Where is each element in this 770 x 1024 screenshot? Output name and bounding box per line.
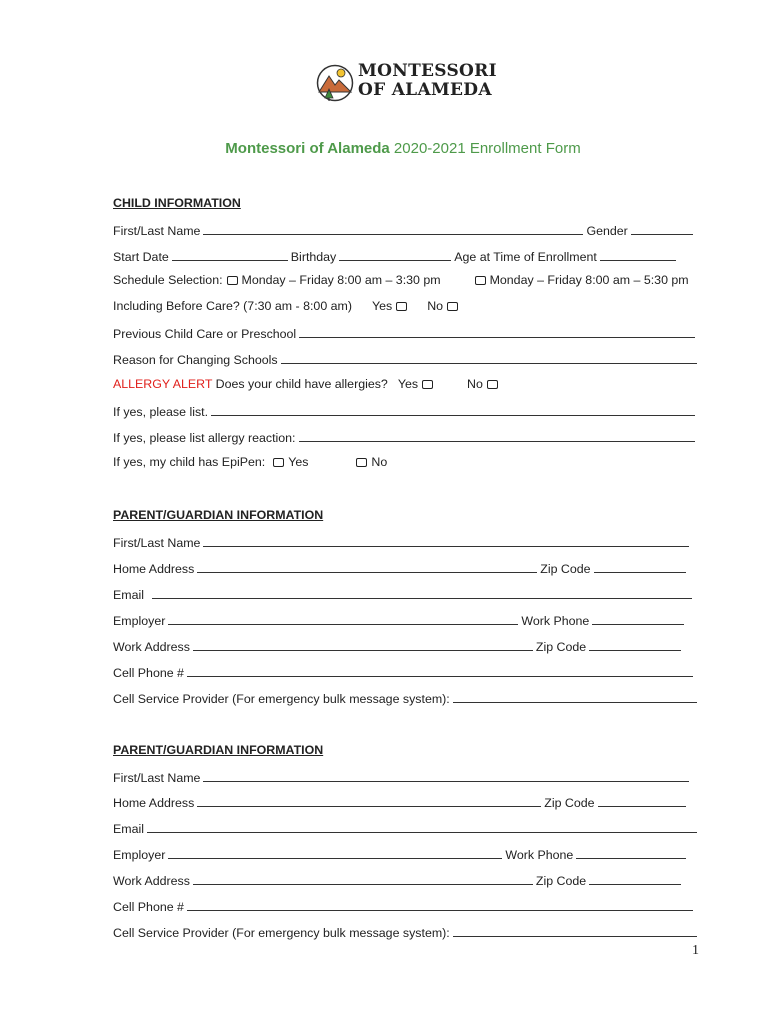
parent2-cell-label: Cell Phone # — [113, 900, 184, 914]
epipen-label: If yes, my child has EpiPen: — [113, 455, 266, 469]
parent1-work-address-label: Work Address — [113, 640, 190, 654]
schedule-row — [113, 273, 689, 287]
parent2-email-field[interactable] — [147, 820, 697, 833]
parent2-section-heading: PARENT/GUARDIAN INFORMATION — [113, 743, 324, 757]
child-dates-row — [113, 248, 679, 264]
title-rest: 2020-2021 Enrollment Form — [389, 140, 581, 157]
reason-label: Reason for Changing Schools — [113, 353, 278, 367]
allergy-list-field[interactable] — [211, 403, 695, 416]
parent1-home-zip-field[interactable] — [594, 560, 686, 573]
allergy-reaction-field[interactable] — [299, 429, 695, 442]
form-title — [0, 140, 770, 157]
parent2-home-zip-field[interactable] — [598, 794, 686, 807]
age-label: Age at Time of Enrollment — [454, 250, 597, 264]
gender-field[interactable] — [631, 222, 693, 235]
parent2-employer-label: Employer — [113, 848, 166, 862]
parent1-provider-row — [113, 690, 700, 706]
before-care-row — [113, 299, 462, 313]
schedule-label: Schedule Selection: — [113, 273, 223, 287]
logo-text — [358, 62, 497, 100]
parent2-home-field[interactable] — [197, 794, 541, 807]
child-name-field[interactable] — [203, 222, 583, 235]
schedule-530-checkbox[interactable] — [475, 276, 486, 285]
parent2-work-zip-field[interactable] — [589, 872, 681, 885]
age-field[interactable] — [600, 248, 676, 261]
title-school-name: Montessori of Alameda — [225, 140, 390, 157]
allergy-reaction-label: If yes, please list allergy reaction: — [113, 431, 296, 445]
reason-field[interactable] — [281, 351, 697, 364]
allergy-yes-label: Yes — [397, 377, 419, 391]
parent2-work-address-label: Work Address — [113, 874, 190, 888]
parent2-home-label: Home Address — [113, 796, 195, 810]
parent1-home-zip-label: Zip Code — [540, 562, 591, 576]
parent2-name-row — [113, 769, 692, 785]
logo-line-1: MONTESSORI — [358, 61, 497, 81]
child-name-label: First/Last Name — [113, 224, 201, 238]
parent2-provider-field[interactable] — [453, 924, 697, 937]
parent1-email-label: Email — [113, 588, 144, 602]
parent2-work-row — [113, 872, 684, 888]
before-care-label: Including Before Care? (7:30 am - 8:00 am) — [113, 299, 352, 313]
allergy-no-label: No — [467, 377, 483, 391]
parent1-work-row — [113, 638, 684, 654]
schedule-330-checkbox[interactable] — [227, 276, 238, 285]
parent2-email-label: Email — [113, 822, 144, 836]
parent1-home-label: Home Address — [113, 562, 195, 576]
parent1-cell-row — [113, 664, 696, 680]
parent1-provider-label: Cell Service Provider (For emergency bulk message system): — [113, 692, 450, 706]
parent1-home-field[interactable] — [197, 560, 537, 573]
epipen-no-label: No — [371, 455, 388, 469]
parent1-provider-field[interactable] — [453, 690, 697, 703]
parent2-employer-field[interactable] — [168, 846, 502, 859]
allergy-alert-label: ALLERGY ALERT — [113, 377, 213, 391]
parent1-name-field[interactable] — [203, 534, 689, 547]
parent1-cell-label: Cell Phone # — [113, 666, 184, 680]
parent1-section-heading: PARENT/GUARDIAN INFORMATION — [113, 508, 324, 522]
parent2-cell-row — [113, 898, 696, 914]
parent2-name-field[interactable] — [203, 769, 689, 782]
parent2-home-row — [113, 794, 689, 810]
parent1-name-label: First/Last Name — [113, 536, 201, 550]
epipen-row — [113, 455, 387, 469]
allergy-no-checkbox[interactable] — [487, 380, 498, 389]
allergy-list-label: If yes, please list. — [113, 405, 209, 419]
allergy-reaction-row — [113, 429, 698, 445]
parent2-work-address-field[interactable] — [193, 872, 533, 885]
start-date-label: Start Date — [113, 250, 169, 264]
mountain-logo-icon — [316, 63, 354, 103]
previous-care-row — [113, 325, 698, 341]
parent2-email-row — [113, 820, 700, 836]
parent2-cell-field[interactable] — [187, 898, 693, 911]
parent1-work-phone-field[interactable] — [592, 612, 684, 625]
parent2-provider-label: Cell Service Provider (For emergency bulk message system): — [113, 926, 450, 940]
gender-label: Gender — [586, 224, 628, 238]
allergy-row — [113, 377, 502, 391]
previous-care-field[interactable] — [299, 325, 695, 338]
before-care-yes-checkbox[interactable] — [396, 302, 407, 311]
child-section-heading: CHILD INFORMATION — [113, 196, 241, 210]
epipen-no-checkbox[interactable] — [356, 458, 367, 467]
parent1-cell-field[interactable] — [187, 664, 693, 677]
start-date-field[interactable] — [172, 248, 288, 261]
parent1-email-row — [113, 586, 695, 602]
schedule-530-label: Monday – Friday 8:00 am – 5:30 pm — [489, 273, 689, 287]
before-care-no-label: No — [427, 299, 444, 313]
parent1-employer-field[interactable] — [168, 612, 518, 625]
child-name-row — [113, 222, 696, 238]
parent1-home-row — [113, 560, 689, 576]
parent1-work-address-field[interactable] — [193, 638, 533, 651]
school-logo — [316, 62, 506, 106]
epipen-yes-label: Yes — [288, 455, 309, 469]
allergy-list-row — [113, 403, 698, 419]
previous-care-label: Previous Child Care or Preschool — [113, 327, 297, 341]
parent1-work-phone-label: Work Phone — [521, 614, 590, 628]
parent1-employer-label: Employer — [113, 614, 166, 628]
birthday-label: Birthday — [290, 250, 337, 264]
parent1-work-zip-field[interactable] — [589, 638, 681, 651]
allergy-yes-checkbox[interactable] — [422, 380, 433, 389]
parent2-work-zip-label: Zip Code — [535, 874, 587, 888]
before-care-yes-label: Yes — [372, 299, 393, 313]
parent2-work-phone-field[interactable] — [576, 846, 686, 859]
parent2-work-phone-label: Work Phone — [505, 848, 574, 862]
parent2-name-label: First/Last Name — [113, 771, 201, 785]
parent1-name-row — [113, 534, 692, 550]
parent1-email-field[interactable] — [152, 586, 692, 599]
reason-row — [113, 351, 700, 367]
parent1-work-zip-label: Zip Code — [535, 640, 587, 654]
page-number: 1 — [692, 943, 699, 958]
allergy-question: Does your child have allergies? — [212, 377, 388, 391]
parent2-employer-row — [113, 846, 689, 862]
birthday-field[interactable] — [339, 248, 451, 261]
parent1-employer-row — [113, 612, 687, 628]
before-care-no-checkbox[interactable] — [447, 302, 458, 311]
schedule-330-label: Monday – Friday 8:00 am – 3:30 pm — [241, 273, 441, 287]
parent2-provider-row — [113, 924, 700, 940]
logo-line-2: OF ALAMEDA — [358, 80, 492, 100]
parent2-home-zip-label: Zip Code — [544, 796, 595, 810]
epipen-yes-checkbox[interactable] — [273, 458, 284, 467]
